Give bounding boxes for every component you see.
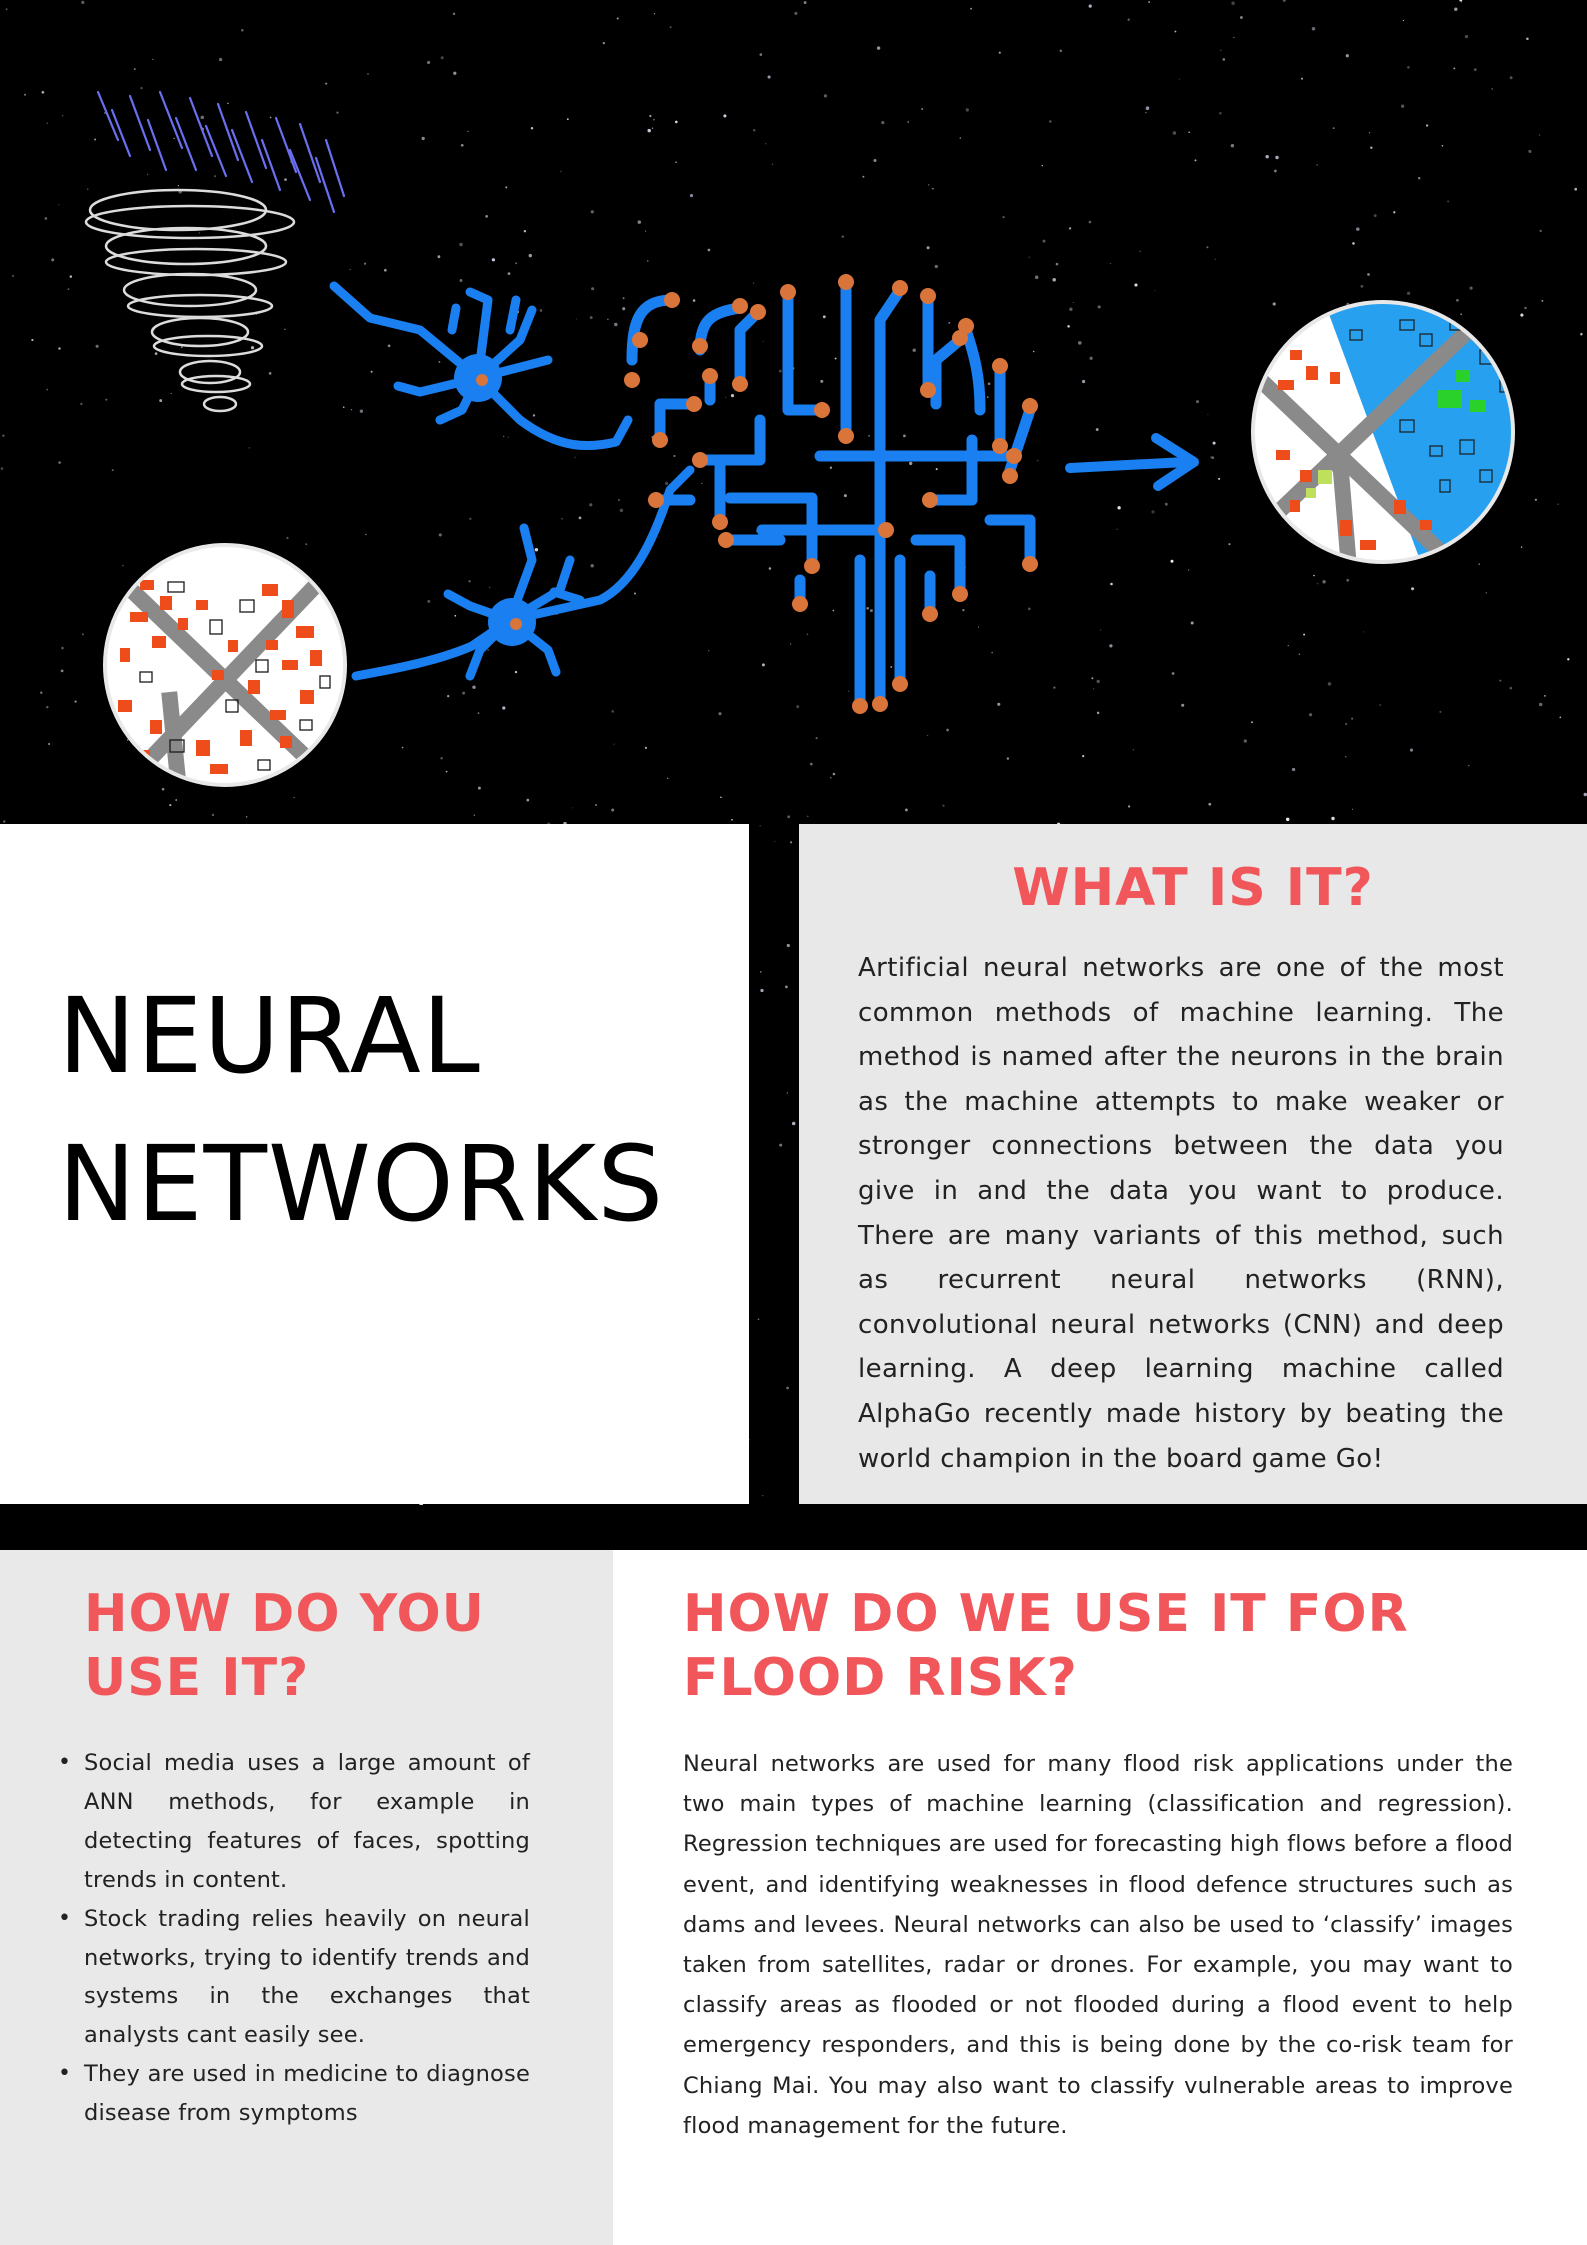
bullet-icon: • — [58, 1750, 72, 1775]
storm-icon — [86, 92, 344, 411]
flood-risk-panel — [613, 1550, 1587, 2245]
list-item — [58, 1744, 530, 1900]
list-item-text: Stock trading relies heavily on neural networks, trying to identify trends and systems in the exchanges that analysts cant easily see. — [84, 1905, 530, 2049]
flood-map-globe-icon — [1250, 290, 1540, 580]
neuron-icon — [356, 470, 690, 676]
title-panel — [0, 824, 749, 1504]
list-item — [58, 2055, 530, 2133]
list-item — [58, 1900, 530, 2056]
page-title-line-2: NETWORKS — [58, 1123, 665, 1245]
list-item-text: Social media uses a large amount of ANN methods, for example in detecting features of faces, spotting trends in content. — [84, 1750, 530, 1893]
how-do-you-use-list — [58, 1744, 530, 2133]
hero-illustration — [0, 0, 1587, 820]
arrow-right-icon — [1070, 438, 1194, 486]
flood-risk-body: Neural networks are used for many flood risk applications under the two main types of machine learning (classification and regression). Regression techniques are used for forecasting high flows before a flood event, and identifying weaknesses in flood defence structures such as dams and levees. Neural networks can also be used to ‘classify’ images taken from satellites, radar or drones. For example, you may want to classify areas as flooded or not flooded during a flood event to help emergency responders, and this is being done by the co-risk team for Chiang Mai. You may also want to classify vulnerable areas to improve flood management for the future. — [683, 1751, 1513, 2139]
what-is-it-heading: WHAT IS IT? — [1012, 858, 1374, 918]
circuit-brain-icon — [624, 274, 1038, 714]
page-title-line-1: NEURAL — [58, 975, 481, 1097]
bullet-icon: • — [58, 1905, 72, 1931]
bullet-icon: • — [58, 2061, 72, 2087]
list-item-text: They are used in medicine to diagnose disease from symptoms — [84, 2061, 530, 2127]
what-is-it-body: Artificial neural networks are one of the most common methods of machine learning. The method is named after the neurons in the brain as the machine attempts to make weaker or stronger connections between the data you give in and the data you want to produce. There are many variants of this method, such as recurrent neural networks (RNN), convolutional neural networks (CNN) and deep learning. A deep learning machine called AlphaGo recently made history by beating the world champion in the board game Go! — [858, 953, 1504, 1474]
what-is-it-panel — [799, 824, 1587, 1504]
how-do-you-use-heading: HOW DO YOU USE IT? — [84, 1584, 485, 1708]
map-globe-icon — [100, 545, 345, 800]
flood-risk-heading: HOW DO WE USE IT FOR FLOOD RISK? — [683, 1584, 1409, 1708]
how-do-you-use-panel — [0, 1550, 613, 2245]
